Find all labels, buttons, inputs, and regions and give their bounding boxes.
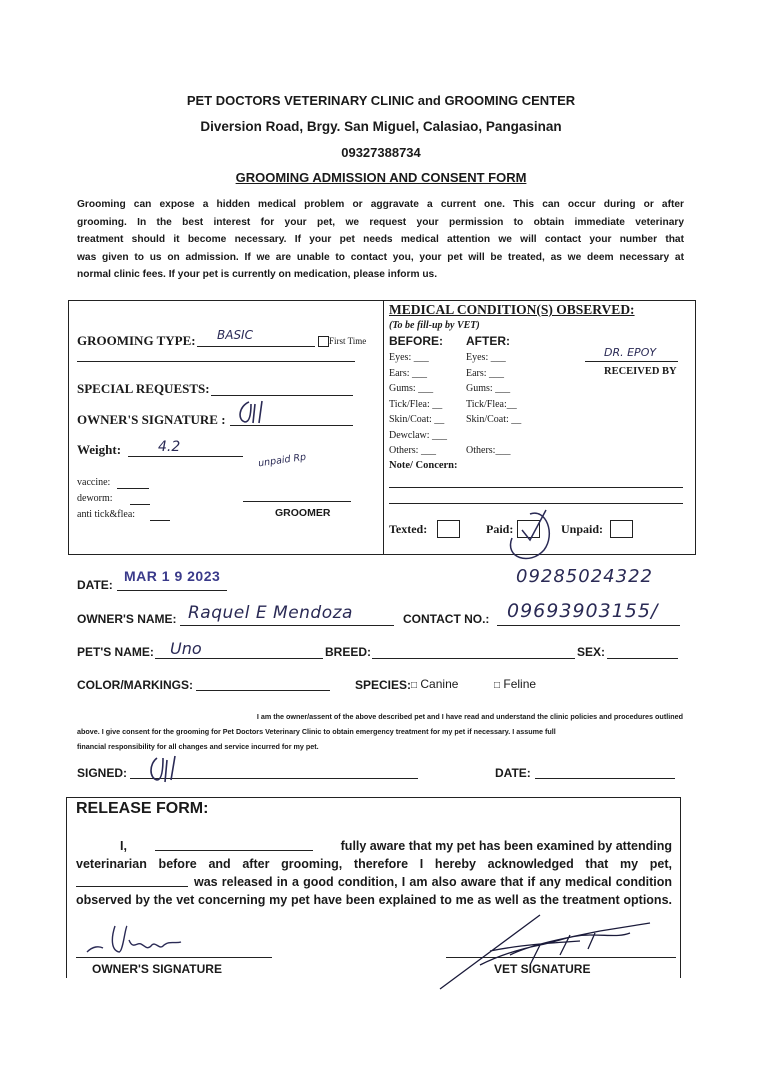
before-item: Eyes: ___ xyxy=(389,352,429,363)
owner-release-signature-mark xyxy=(85,920,195,960)
intro-line: Grooming can expose a hidden medical problem or aggravate a current one. This can occur during or after xyxy=(77,199,684,210)
groomer-label: GROOMER xyxy=(275,507,331,519)
unpaid-note: unpaid Rp xyxy=(257,451,307,470)
note-line-1[interactable] xyxy=(389,487,683,488)
before-list xyxy=(389,350,447,459)
owner-signature-mark xyxy=(235,398,275,428)
breed-label: BREED: xyxy=(325,645,372,659)
color-markings-label: COLOR/MARKINGS: xyxy=(77,678,193,692)
before-item: Ears: ___ xyxy=(389,367,428,379)
medical-condition-subtitle: (To be fill-up by VET) xyxy=(389,320,480,331)
release-line1-end: fully aware that my pet has been examined by attending xyxy=(340,839,672,853)
special-requests-line[interactable] xyxy=(211,395,353,396)
owner-name-label: OWNER'S NAME: xyxy=(77,612,177,626)
contact-line xyxy=(497,625,680,626)
texted-label: Texted: xyxy=(389,522,428,536)
first-time-option[interactable] xyxy=(318,336,366,347)
intro-paragraph xyxy=(77,196,684,284)
release-body xyxy=(76,837,672,909)
weight-value[interactable]: 4.2 xyxy=(158,439,181,455)
texted-checkbox[interactable] xyxy=(437,520,460,538)
before-item-label: Ears: xyxy=(389,367,410,379)
received-by-line xyxy=(585,361,678,362)
sex-label: SEX: xyxy=(577,645,606,659)
received-by-value: DR. EPOY xyxy=(604,346,657,359)
groomer-line xyxy=(243,501,351,502)
after-item: Others:___ xyxy=(466,445,511,456)
before-item: Gums: ___ xyxy=(389,383,434,394)
after-item-label: Ears: xyxy=(466,367,487,379)
owner-name-value[interactable]: Raquel E Mendoza xyxy=(188,603,353,623)
before-item-label: Dewclaw: xyxy=(389,429,430,441)
grooming-type-label: GROOMING TYPE: xyxy=(77,333,196,348)
before-item-label: Tick/Flea: xyxy=(389,398,430,410)
date-label: DATE: xyxy=(77,578,113,592)
signed-signature-mark xyxy=(145,752,185,786)
paid-check-mark xyxy=(500,500,560,570)
before-item: Skin/Coat: __ xyxy=(389,414,445,425)
intro-line: grooming. In the best interest for your pet, we request your permission to obtain immediate veterinary xyxy=(77,216,684,228)
anti-tick-label: anti tick&flea: xyxy=(77,509,136,520)
species-label: SPECIES: xyxy=(355,678,412,692)
intro-line: treatment should it become necessary. If your pet needs medical attention we will contact your number that xyxy=(77,234,684,245)
release-line-3 xyxy=(76,873,672,891)
special-requests-label: SPECIAL REQUESTS: xyxy=(77,381,210,396)
clinic-name: PET DOCTORS VETERINARY CLINIC and GROOMING CENTER xyxy=(186,93,576,108)
intro-line: normal clinic fees. If your pet is currently on medication, please inform us. xyxy=(77,269,438,280)
box-divider xyxy=(383,300,384,554)
before-item-label: Others: xyxy=(389,445,419,456)
contact-value[interactable]: 09693903155/ xyxy=(507,600,659,622)
before-item: Tick/Flea: __ xyxy=(389,398,443,410)
owner-release-signature-label: OWNER'S SIGNATURE xyxy=(92,962,222,976)
release-line1-start: I, xyxy=(120,839,127,853)
after-item-label: Tick/Flea: xyxy=(466,398,507,410)
grooming-type-line xyxy=(197,346,315,347)
contact-label: CONTACT NO.: xyxy=(403,612,490,626)
before-item: Dewclaw: ___ xyxy=(389,429,448,441)
before-item: Others: ___ xyxy=(389,445,436,456)
release-line-1 xyxy=(76,837,672,855)
before-item-label: Skin/Coat: xyxy=(389,414,432,425)
vaccine-line xyxy=(117,488,149,489)
after-item-label: Eyes: xyxy=(466,352,489,363)
form-title: GROOMING ADMISSION AND CONSENT FORM xyxy=(235,170,527,185)
received-by-label: RECEIVED BY xyxy=(604,366,677,377)
first-time-checkbox[interactable] xyxy=(318,336,329,347)
after-item xyxy=(466,428,521,444)
consent-line: financial responsibility for all changes and service incurred for my pet. xyxy=(77,742,319,751)
consent-line: I am the owner/assent of the above described pet and I have read and understand the clinic policies and procedures outlined xyxy=(256,712,683,721)
release-name-blank[interactable] xyxy=(155,837,313,851)
consent-paragraph xyxy=(77,709,683,754)
note-concern-label: Note/ Concern: xyxy=(389,460,458,471)
owner-name-line xyxy=(180,625,394,626)
pet-name-label: PET'S NAME: xyxy=(77,645,154,659)
unpaid-checkbox[interactable] xyxy=(610,520,633,538)
before-item-label: Eyes: xyxy=(389,352,412,363)
feline-label: Feline xyxy=(503,677,537,691)
release-pet-blank[interactable] xyxy=(76,873,188,887)
clinic-address: Diversion Road, Brgy. San Miguel, Calasiao, Pangasinan xyxy=(200,119,562,134)
canine-checkbox-icon[interactable]: □ xyxy=(411,680,418,691)
alt-contact-value: 09285024322 xyxy=(516,566,653,587)
weight-line xyxy=(128,456,243,457)
deworm-label: deworm: xyxy=(77,493,113,504)
after-item-label: Others: xyxy=(466,445,496,456)
date-line xyxy=(117,590,227,591)
species-feline-option[interactable] xyxy=(494,677,536,691)
sex-line[interactable] xyxy=(607,658,678,659)
vet-signature-label: VET SIGNATURE xyxy=(494,962,591,976)
before-label: BEFORE: xyxy=(389,334,443,348)
after-item-label: Gums: xyxy=(466,383,493,394)
medical-condition-title: MEDICAL CONDITION(S) OBSERVED: xyxy=(389,302,635,317)
vet-signature-mark xyxy=(420,905,670,995)
owner-signature-label: OWNER'S SIGNATURE : xyxy=(77,412,226,427)
release-title: RELEASE FORM: xyxy=(76,800,209,817)
release-line-4: observed by the vet concerning my pet have been explained to me as well as the treatment options. xyxy=(76,893,672,907)
after-item-label: Skin/Coat: xyxy=(466,414,509,425)
after-item: Tick/Flea:__ xyxy=(466,398,517,410)
clinic-phone: 09327388734 xyxy=(341,145,421,160)
grooming-extra-line xyxy=(77,361,355,362)
intro-line: was given to us on admission. If we are unable to contact you, your pet will be treated, as we deem necessary at xyxy=(77,251,684,263)
vaccine-label: vaccine: xyxy=(77,477,111,488)
consent-line: above. I give consent for the grooming for Pet Doctors Veterinary Clinic to obtain emergency treatment for my pet if necessary. I assume full xyxy=(77,727,556,736)
anti-tick-line xyxy=(150,520,170,521)
feline-checkbox-icon[interactable]: □ xyxy=(494,680,501,691)
first-time-label: First Time xyxy=(329,336,367,346)
signed-date-label: DATE: xyxy=(495,766,531,780)
breed-line[interactable] xyxy=(372,658,575,659)
after-item: Skin/Coat: __ xyxy=(466,414,522,425)
canine-label: Canine xyxy=(420,677,459,691)
after-list xyxy=(466,350,521,459)
grooming-type-value[interactable]: BASIC xyxy=(217,328,253,342)
signed-date-line[interactable] xyxy=(535,778,675,779)
after-item: Gums: ___ xyxy=(466,383,511,394)
after-item: Eyes: ___ xyxy=(466,352,506,363)
unpaid-label: Unpaid: xyxy=(561,522,604,536)
weight-label: Weight: xyxy=(77,442,122,457)
paid-label: Paid: xyxy=(486,522,514,536)
after-label: AFTER: xyxy=(466,334,510,348)
date-stamp[interactable]: MAR 1 9 2023 xyxy=(124,568,221,584)
release-line-2: veterinarian before and after grooming, therefore I hereby acknowledged that my pet, xyxy=(76,857,672,871)
pet-name-line xyxy=(155,658,323,659)
species-canine-option[interactable] xyxy=(411,677,458,691)
pet-name-value[interactable]: Uno xyxy=(170,639,202,658)
signed-label: SIGNED: xyxy=(77,766,128,780)
after-item: Ears: ___ xyxy=(466,367,505,379)
color-markings-line[interactable] xyxy=(196,690,330,691)
deworm-line xyxy=(130,504,150,505)
release-line3-end: was released in a good condition, I am also aware that if any medical condition xyxy=(194,875,672,889)
before-item-label: Gums: xyxy=(389,383,416,394)
